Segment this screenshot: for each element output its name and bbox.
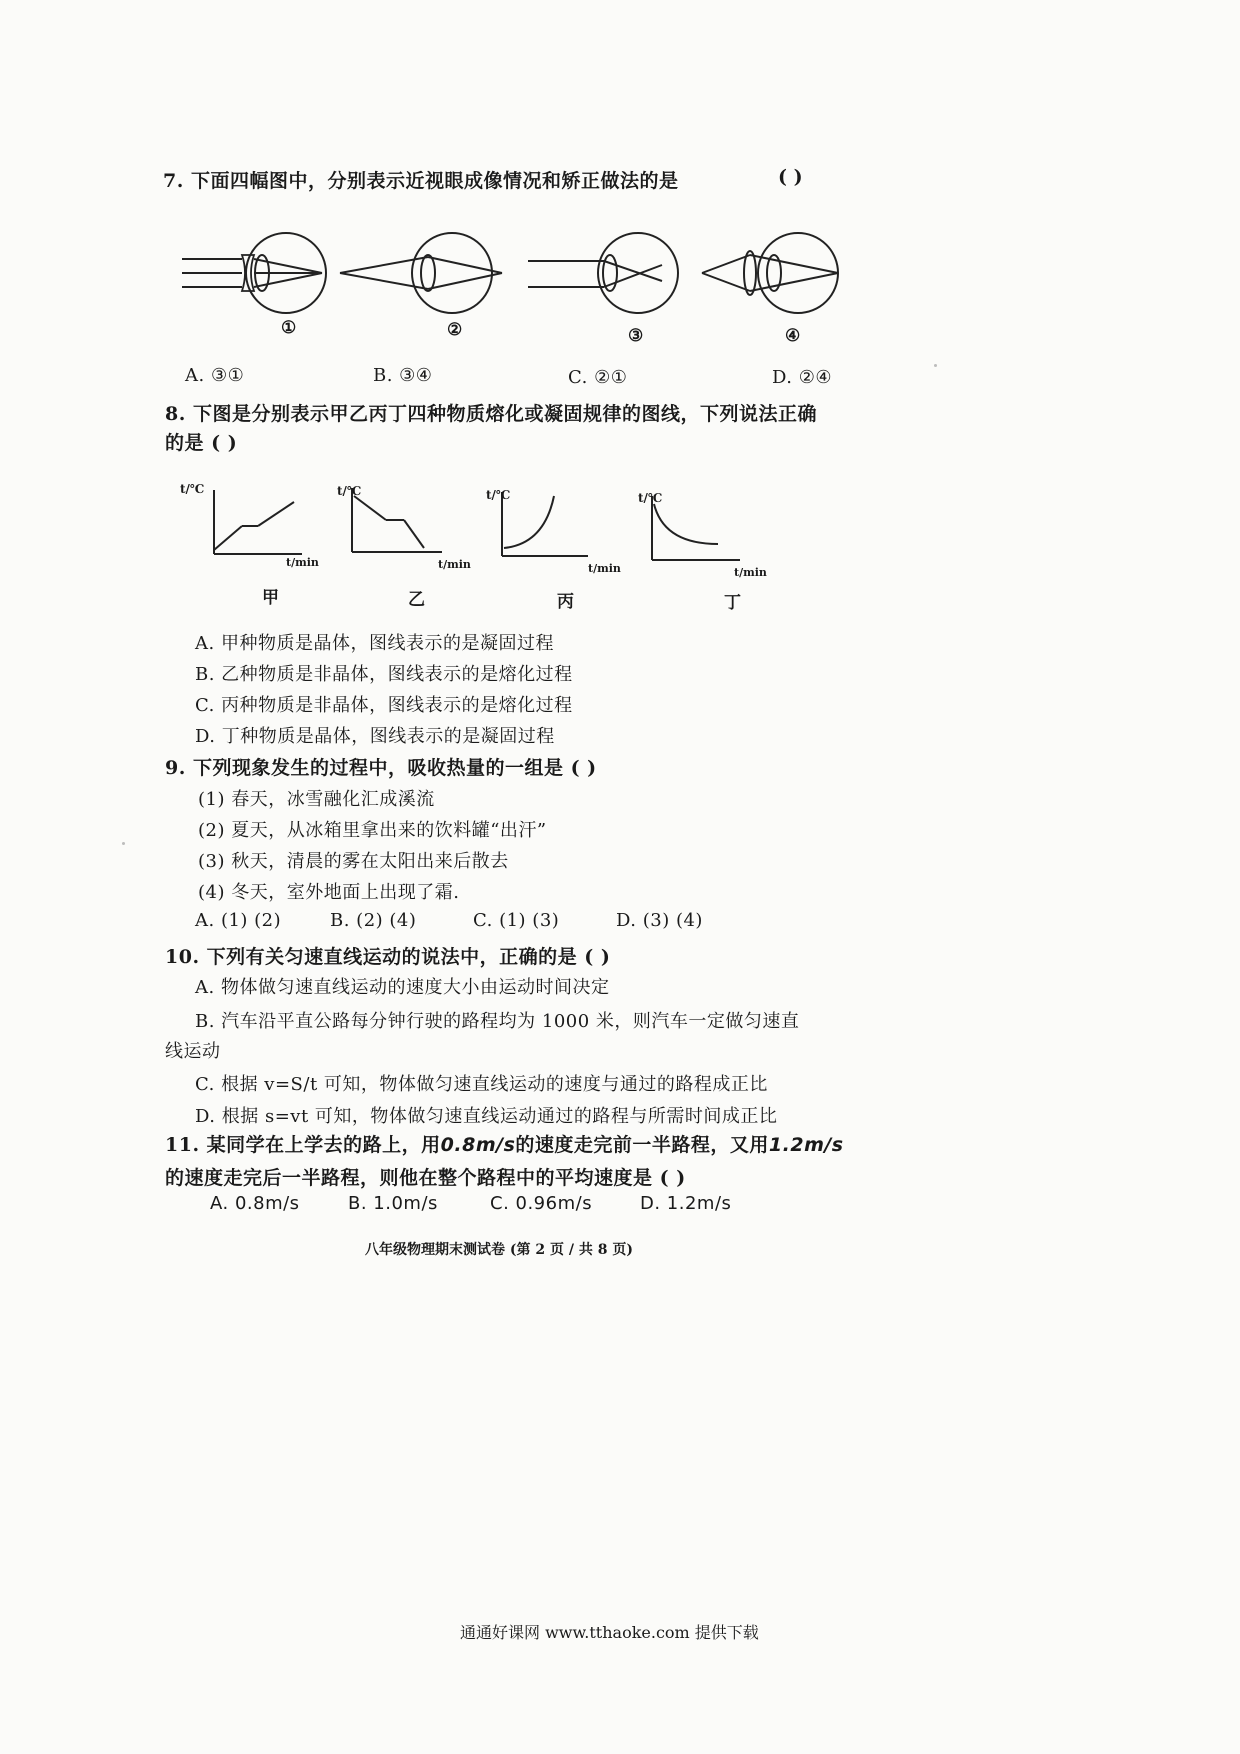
graph-bing-xlabel: t/min — [588, 562, 621, 575]
q9-item-1: (1) 春天，冰雪融化汇成溪流 — [198, 789, 435, 810]
q9-option-a: A. (1) (2) — [195, 910, 282, 931]
graph-bing-label: 丙 — [557, 592, 574, 612]
q11-option-a: A. 0.8m/s — [210, 1193, 300, 1214]
q7-option-b: B. ③④ — [373, 365, 433, 386]
q8-option-a: A. 甲种物质是晶体，图线表示的是凝固过程 — [195, 633, 554, 654]
eye-diagram-3 — [528, 233, 678, 313]
eye-diagram-4 — [702, 233, 838, 313]
q9-stem: 9. 下列现象发生的过程中，吸收热量的一组是 ( ) — [165, 757, 597, 779]
graph-yi-ylabel: t/℃ — [337, 484, 362, 498]
q9-item-3: (3) 秋天，清晨的雾在太阳出来后散去 — [198, 851, 509, 872]
q11-speed-1: 0.8m/s — [440, 1134, 516, 1156]
q11-option-b: B. 1.0m/s — [348, 1193, 438, 1214]
figure-label-1: ① — [281, 318, 297, 338]
q11-option-c: C. 0.96m/s — [490, 1193, 593, 1214]
q10-stem: 10. 下列有关匀速直线运动的说法中，正确的是 ( ) — [165, 946, 611, 968]
q7-option-a: A. ③① — [185, 365, 245, 386]
eye-diagram-2 — [340, 233, 502, 313]
graph-yi-label: 乙 — [408, 590, 425, 610]
eye-diagram-1 — [182, 233, 326, 313]
q11-stem-line1 — [165, 1130, 844, 1157]
q11-stem-part2: 的速度走完前一半路程，又用 — [515, 1134, 769, 1156]
figure-label-3: ③ — [628, 326, 644, 346]
q11-option-d: D. 1.2m/s — [640, 1193, 732, 1214]
scan-speck — [122, 842, 125, 845]
q8-stem-line2: 的是 ( ) — [165, 432, 238, 454]
q9-item-2: (2) 夏天，从冰箱里拿出来的饮料罐“出汗” — [198, 820, 547, 841]
q7-answer-bracket: ( ) — [778, 166, 803, 188]
figure-label-2: ② — [447, 320, 463, 340]
q10-option-b-line1: B. 汽车沿平直公路每分钟行驶的路程均为 1000 米，则汽车一定做匀速直 — [195, 1011, 800, 1032]
q7-stem: 7. 下面四幅图中，分别表示近视眼成像情况和矫正做法的是 — [163, 170, 679, 192]
q9-option-b: B. (2) (4) — [330, 910, 417, 931]
page-footer: 八年级物理期末测试卷 (第 2 页 / 共 8 页) — [365, 1242, 633, 1258]
graph-ding — [652, 496, 740, 560]
q9-option-d: D. (3) (4) — [616, 910, 703, 931]
graph-ding-xlabel: t/min — [734, 566, 767, 579]
q7-option-d: D. ②④ — [772, 367, 833, 388]
q11-stem-line2: 的速度走完后一半路程，则他在整个路程中的平均速度是 ( ) — [165, 1167, 686, 1189]
q11-speed-2: 1.2m/s — [768, 1134, 844, 1156]
q7-option-c: C. ②① — [568, 367, 628, 388]
source-note: 通通好课网 www.tthaoke.com 提供下载 — [460, 1623, 759, 1642]
graph-ding-ylabel: t/℃ — [638, 491, 663, 505]
q11-stem-part1: 11. 某同学在上学去的路上，用 — [165, 1134, 441, 1156]
q7-eye-diagrams — [170, 225, 860, 345]
graph-jia — [214, 490, 302, 554]
graph-bing-ylabel: t/℃ — [486, 488, 511, 502]
q8-stem-line1: 8. 下图是分别表示甲乙丙丁四种物质熔化或凝固规律的图线，下列说法正确 — [165, 403, 817, 425]
q10-option-a: A. 物体做匀速直线运动的速度大小由运动时间决定 — [195, 977, 610, 998]
q9-option-c: C. (1) (3) — [473, 910, 560, 931]
figure-label-4: ④ — [785, 326, 801, 346]
q8-option-b: B. 乙种物质是非晶体，图线表示的是熔化过程 — [195, 664, 573, 685]
q10-option-b-line2: 线运动 — [165, 1041, 221, 1062]
graph-bing — [502, 492, 588, 556]
graph-jia-xlabel: t/min — [286, 556, 319, 569]
q9-item-4: (4) 冬天，室外地面上出现了霜. — [198, 882, 460, 903]
graph-jia-label: 甲 — [262, 588, 279, 608]
graph-ding-label: 丁 — [724, 593, 741, 613]
scan-speck — [934, 364, 937, 367]
q10-option-c: C. 根据 v=S/t 可知，物体做匀速直线运动的速度与通过的路程成正比 — [195, 1074, 768, 1095]
q8-option-c: C. 丙种物质是非晶体，图线表示的是熔化过程 — [195, 695, 573, 716]
graph-yi — [352, 488, 442, 552]
q10-option-d: D. 根据 s=vt 可知，物体做匀速直线运动通过的路程与所需时间成正比 — [195, 1106, 778, 1127]
graph-yi-xlabel: t/min — [438, 558, 471, 571]
q8-temperature-graphs — [180, 482, 780, 597]
q8-option-d: D. 丁种物质是晶体，图线表示的是凝固过程 — [195, 726, 555, 747]
graph-jia-ylabel: t/℃ — [180, 482, 205, 496]
